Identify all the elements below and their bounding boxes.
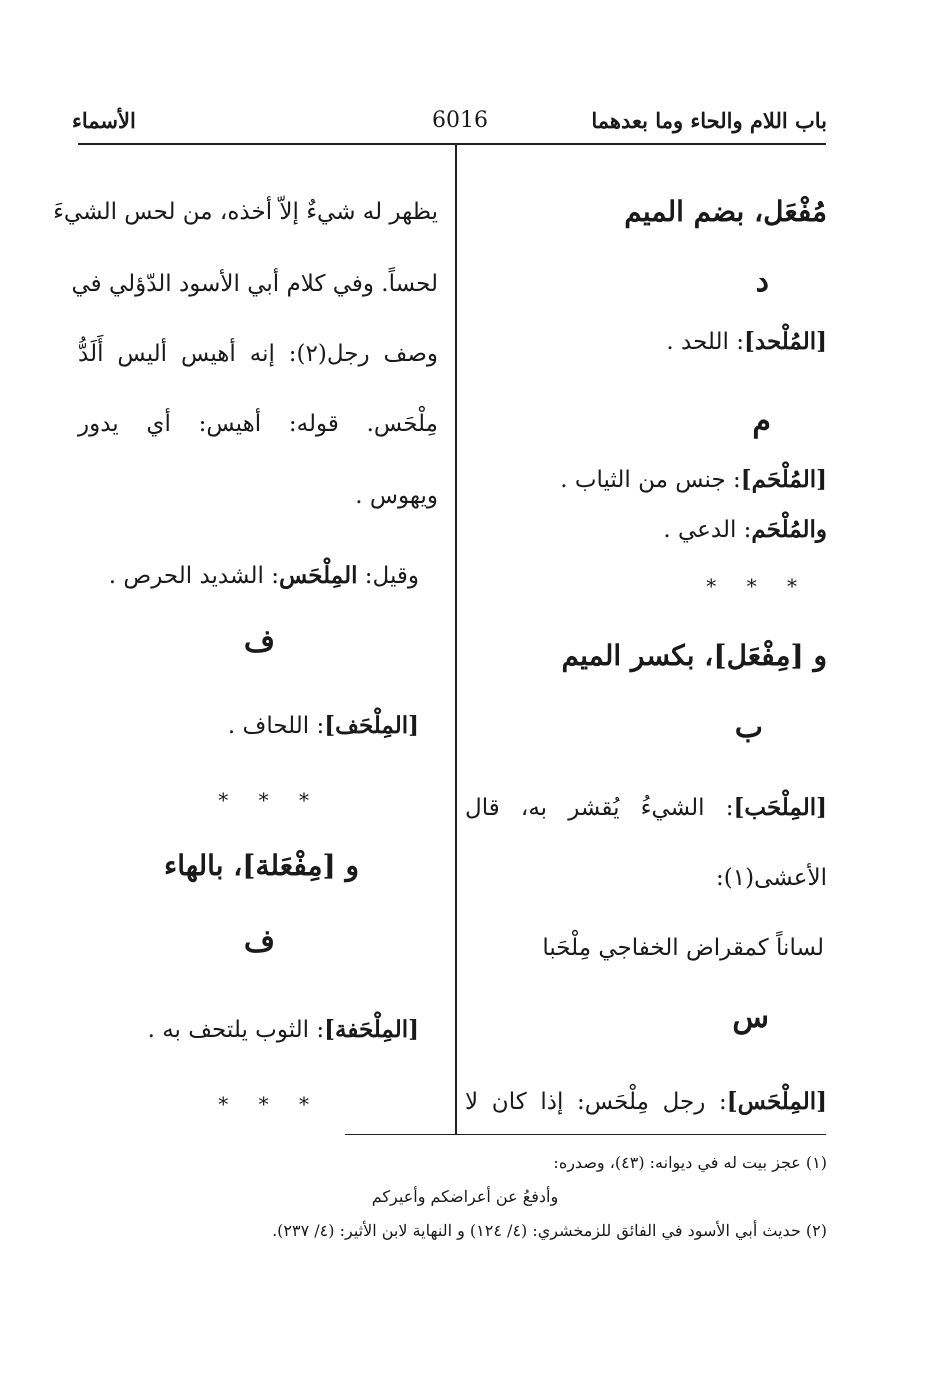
entry-headword: والمُلْحَم xyxy=(751,516,827,543)
entry-milhas xyxy=(465,1082,827,1122)
footnote-1-verse: وأدفعُ عن أعراضكم وأعيركم xyxy=(371,1187,559,1206)
entry-headword: [المِلْحَفة] xyxy=(324,1016,419,1043)
letter-sin: س xyxy=(732,1000,769,1035)
letter-ba: ب xyxy=(734,710,763,745)
entry-definition: : اللحاف . xyxy=(227,713,325,739)
entry-definition: : جنس من الثياب . xyxy=(560,467,741,493)
page-number: 6016 xyxy=(432,108,488,133)
entry-definition: : الشديد الحرص . xyxy=(108,563,279,589)
entry-milhaf xyxy=(228,706,419,746)
text-line-2: لحساً. وفي كلام أبي الأسود الدّؤلي في xyxy=(71,271,438,297)
section-separator-stars: * * * xyxy=(706,574,809,598)
footnote-rule xyxy=(345,1134,826,1135)
heading-mifala: و [مِفْعَلة]، بالهاء xyxy=(164,849,359,882)
heading-mifal: و [مِفْعَل]، بكسر الميم xyxy=(561,639,827,672)
section-separator-stars: * * * xyxy=(218,1092,321,1116)
letter-mim: م xyxy=(752,404,771,439)
header-rule xyxy=(78,143,826,145)
footnote-1: (١) عجز بيت له في ديوانه: (٤٣)، وصدره: xyxy=(553,1153,827,1172)
entry-headword: [المِلْحَب] xyxy=(733,794,827,821)
entry-mulhad xyxy=(666,322,827,362)
entry-headword: [المُلْحَم] xyxy=(740,466,827,493)
column-divider xyxy=(455,145,457,1135)
entry-definition: : الشيءُ يُقشر به، قال xyxy=(465,795,734,821)
entry-definition: : اللحد . xyxy=(666,329,744,355)
entry-milhafa xyxy=(148,1010,419,1050)
footnote-2: (٢) حديث أبي الأسود في الفائق للزمخشري: (٤/ ١٢٤) و النهاية لابن الأثير: (٤/ ٢٣٧). xyxy=(272,1221,827,1240)
text-line-3: وصف رجل(٢): إنه أهيس أليس أَلَدُّ xyxy=(78,341,438,367)
entry-milhab-continuation: الأعشى(١): xyxy=(716,865,827,891)
entry-definition: : الدعي . xyxy=(663,517,752,543)
letter-dal: د xyxy=(755,264,769,299)
entry-headword: [المُلْحد] xyxy=(744,328,827,355)
entry-definition: : رجل مِلْحَس: إذا كان لا xyxy=(465,1089,727,1115)
entry-mulham-2 xyxy=(663,510,827,550)
entry-headword: المِلْحَس xyxy=(278,562,358,589)
poetry-verse: لساناً كمقراض الخفاجي مِلْحَبا xyxy=(542,935,824,961)
heading-mufal: مُفْعَل، بضم الميم xyxy=(624,195,827,228)
entry-headword: [المِلْحَف] xyxy=(324,712,419,739)
letter-fa-1: ف xyxy=(243,624,275,659)
entry-definition: : الثوب يلتحف به . xyxy=(147,1017,325,1043)
entry-milhas-alt xyxy=(109,556,419,596)
entry-headword: [المِلْحَس] xyxy=(726,1088,827,1115)
text-line-4: مِلْحَس. قوله: أهيس: أي يدور xyxy=(78,411,438,437)
section-title: الأسماء xyxy=(72,108,136,133)
entry-milhab xyxy=(465,788,827,828)
letter-fa-2: ف xyxy=(243,924,275,959)
text-line-5: ويهوس . xyxy=(355,483,438,509)
chapter-title: باب اللام والحاء وما بعدهما xyxy=(591,108,827,133)
entry-mulham-1 xyxy=(560,460,827,500)
entry-prefix: وقيل: xyxy=(357,563,419,589)
section-separator-stars: * * * xyxy=(218,788,321,812)
text-line-1: يظهر له شيءٌ إلاّ أخذه، من لحس الشيءَ xyxy=(53,199,438,225)
